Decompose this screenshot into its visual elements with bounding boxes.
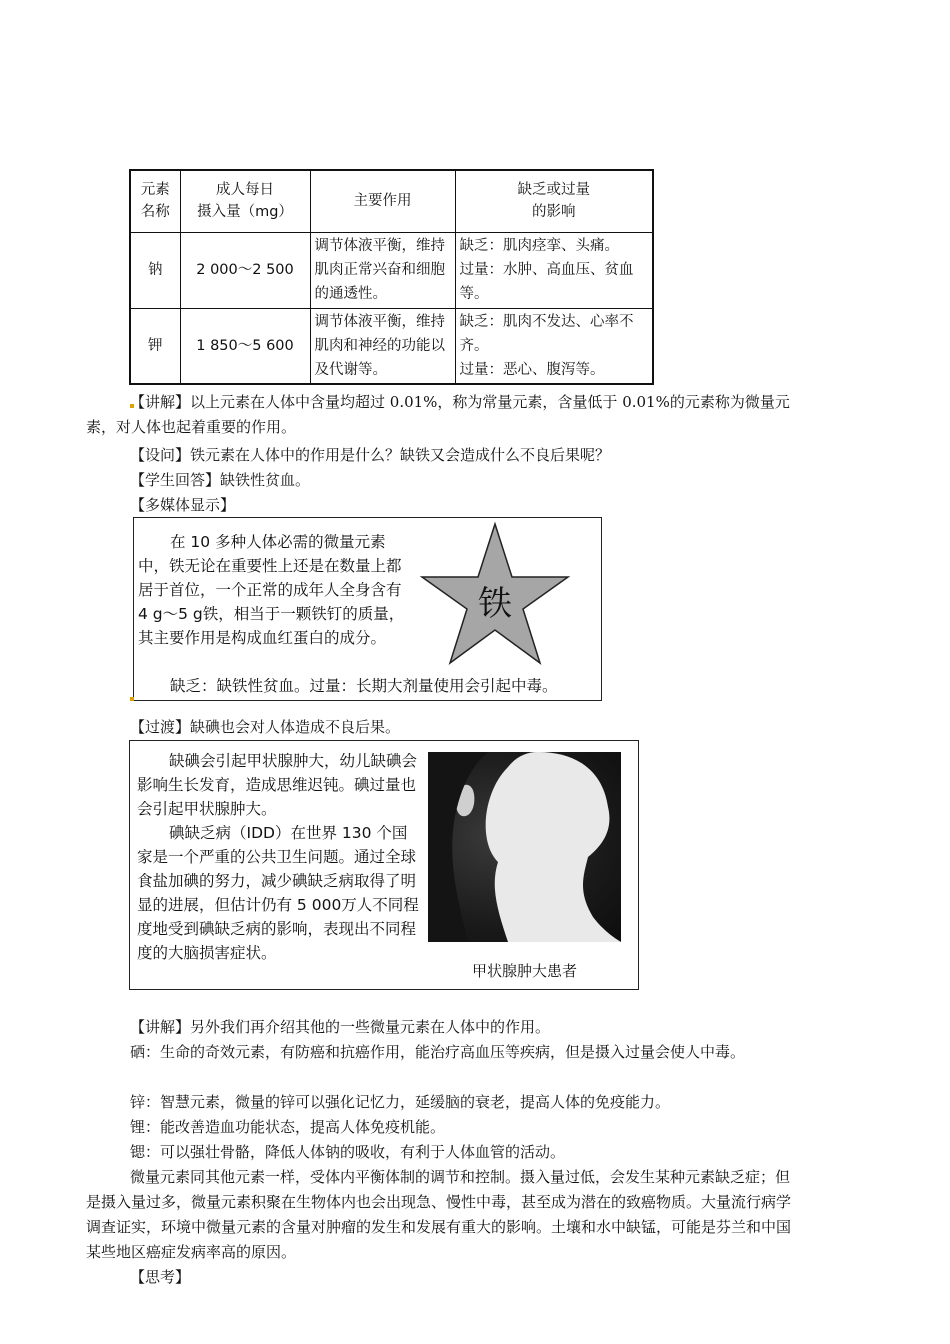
table-row — [130, 232, 653, 308]
star-icon — [420, 520, 570, 670]
header-main-function: 主要作用 — [310, 170, 455, 232]
header-daily-intake: 成人每日 摄入量（mg） — [180, 170, 310, 232]
cell-intake: 2 000～2 500 — [180, 232, 310, 308]
goiter-patient-photo — [428, 752, 621, 942]
paragraph-explanation-2: 【讲解】另外我们再介绍其他的一些微量元素在人体中的作用。 — [130, 1018, 551, 1036]
paragraph-student-answer: 【学生回答】缺铁性贫血。 — [130, 471, 311, 489]
cell-intake: 1 850～5 600 — [180, 308, 310, 384]
element-table — [129, 169, 654, 385]
iodine-description-1: 缺碘会引起甲状腺肿大，幼儿缺碘会影响生长发育，造成思维迟钝。碘过量也会引起甲状腺肿大。 — [137, 752, 418, 818]
cell-effect: 缺乏：肌肉痉挛、头痛。 过量：水肿、高血压、贫血等。 — [455, 232, 653, 308]
paragraph-zinc: 锌：智慧元素，微量的锌可以强化记忆力，延缓脑的衰老，提高人体的免疫能力。 — [130, 1093, 671, 1111]
star-label: 铁 — [478, 584, 512, 624]
cell-element: 钾 — [130, 308, 180, 384]
iron-effects: 缺乏：缺铁性贫血。过量：长期大剂量使用会引起中毒。 — [170, 677, 558, 695]
paragraph-lithium: 锂：能改善造血功能状态，提高人体免疫机能。 — [130, 1118, 446, 1136]
edit-mark — [130, 697, 134, 701]
paragraph-selenium: 硒：生命的奇效元素，有防癌和抗癌作用，能治疗高血压等疾病，但是摄入过量会使人中毒。 — [130, 1043, 746, 1061]
cell-function: 调节体液平衡，维持肌肉正常兴奋和细胞的通透性。 — [310, 232, 455, 308]
iron-info-box — [133, 517, 602, 701]
header-deficiency-effect: 缺乏或过量 的影响 — [455, 170, 653, 232]
paragraph-explanation-1: 【讲解】以上元素在人体中含量均超过 0.01%，称为常量元素，含量低于 0.01%的元素称为微量元素，对人体也起着重要的作用。 — [86, 393, 790, 436]
paragraph-multimedia-heading: 【多媒体显示】 — [130, 496, 236, 514]
cell-element: 钠 — [130, 232, 180, 308]
iodine-description-2: 碘缺乏病（IDD）在世界 130 个国家是一个严重的公共卫生问题。通过全球食盐加碘的努力，减少碘缺乏病取得了明显的进展，但估计仍有 5 000万人不同程度地受到碘缺乏病的影响，表现出不同程度的大脑损害症状。 — [137, 824, 419, 962]
cell-function: 调节体液平衡，维持肌肉和神经的功能以及代谢等。 — [310, 308, 455, 384]
paragraph-trace-elements: 微量元素同其他元素一样，受体内平衡体制的调节和控制。摄入量过低，会发生某种元素缺乏症；但是摄入量过多，微量元素积聚在生物体内也会出现急、慢性中毒，甚至成为潜在的致癌物质。大量流行病学调查证实，环境中微量元素的含量对肿瘤的发生和发展有重大的影响。土壤和水中缺锰，可能是芬兰和中国某些地区癌症发病率高的原因。 — [86, 1168, 792, 1261]
header-element-name: 元素 名称 — [130, 170, 180, 232]
iron-description: 在 10 多种人体必需的微量元素中，铁无论在重要性上还是在数量上都居于首位，一个正常的成年人全身含有 4 g～5 g铁，相当于一颗铁钉的质量，其主要作用是构成血红蛋白的成分。 — [138, 533, 405, 647]
paragraph-strontium: 锶：可以强壮骨骼，降低人体钠的吸收，有利于人体血管的活动。 — [130, 1143, 566, 1161]
paragraph-think: 【思考】 — [130, 1268, 191, 1286]
table-row — [130, 308, 653, 384]
cell-effect: 缺乏：肌肉不发达、心率不齐。 过量：恶心、腹泻等。 — [455, 308, 653, 384]
paragraph-transition: 【过渡】缺碘也会对人体造成不良后果。 — [130, 718, 401, 736]
photo-caption: 甲状腺肿大患者 — [471, 962, 577, 980]
table-header-row — [130, 170, 653, 232]
paragraph-question: 【设问】铁元素在人体中的作用是什么？缺铁又会造成什么不良后果呢？ — [130, 446, 611, 464]
goiter-patient-illustration — [428, 752, 621, 942]
